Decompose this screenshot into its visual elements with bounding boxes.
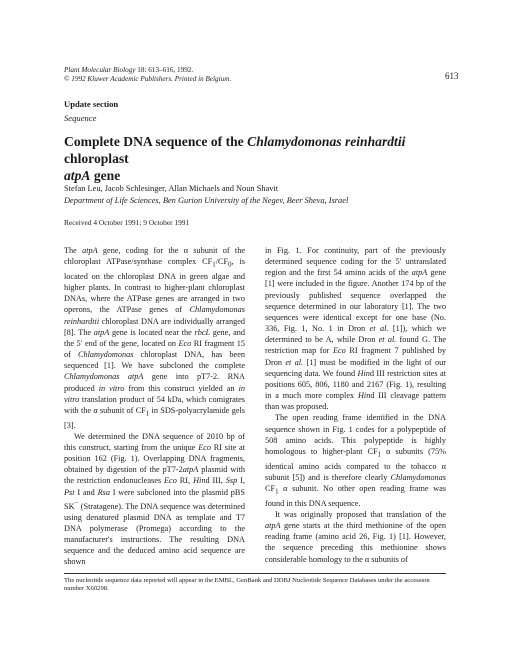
running-header [64, 66, 231, 84]
author-list: Stefan Leu, Jacob Schlesinger, Allan Michaels and Noun Shavit [64, 184, 279, 193]
paragraph: It was originally proposed that translation of the atpA gene starts at the third methionine of the open reading frame (amino acid 26, Fig. 1) [1]. However, the sequence preceding this methionine shows considerable homology to the α subunits of [265, 509, 446, 564]
title-part3: gene [90, 168, 121, 183]
paragraph: in Fig. 1. For continuity, part of the previously determined sequence coding for the 5′ untranslated region and the first 54 amino acids of the atpA gene [1] were included in the figure. Another 174 bp of the previously published sequence overlapped the sequence determined in our laboratory [1]. The two sequences were identical except for one base (No. 336, Fig. 1, No. 1 in Dron et al. [1]), which we determined to be A, while Dron et al. found G. The restriction map for Eco RI fragment 7 published by Dron et al. [1] must be modified in the light of our sequencing data. We found Hind III restriction sites at positions 605, 806, 1180 and 2167 (Fig. 1), resulting in a much more complex Hind III cleavage pattern than was proposed. [265, 246, 447, 412]
section-label: Update section [64, 99, 119, 109]
footnote-rule [64, 573, 446, 574]
copyright-line: © 1992 Kluwer Academic Publishers. Printed in Belgium. [64, 75, 232, 83]
journal-pages: 613–616, 1992. [148, 66, 194, 74]
title-part2: chloroplast [64, 151, 129, 166]
article-title [64, 133, 454, 184]
page-number: 613 [445, 71, 459, 81]
title-organism: Chlamydomonas reinhardtii [247, 134, 406, 149]
paragraph: The atpA gene, coding for the α subunit of the chloroplast ATPase/synthase complex $CF_1/CF_0$, is located on the chloroplast DNA in green algae and higher plants. In contrast to higher-plant chloroplast DNAs, where the ATPase genes are arranged in two operons, the ATPase genes of Chlamydomonas reinhardtii chloroplast DNA are individually arranged [8]. The atpA gene is located near the rbcL gene, and the 5′ end of the gene, located on Eco RI fragment 15 of Chlamydomonas chloroplast DNA, has been sequenced [1]. We have subcloned the complete Chlamydomonas atpA gene into pT7-2. RNA produced in vitro from this construct yielded an in vitro translation product of 54 kDa, which comigrates with the α subunit of $CF_1$ in SDS-polyacrylamide gels [3]. [64, 246, 246, 430]
journal-name: Plant Molecular Biology [64, 66, 136, 74]
received-date: Received 4 October 1991; 9 October 1991 [64, 218, 190, 227]
title-gene: atpA [64, 168, 91, 183]
affiliation: Department of Life Sciences, Ben Gurion University of the Negev, Beer Sheva, Israel [64, 196, 349, 205]
body-column-right [265, 245, 446, 565]
body-column-left [64, 245, 245, 567]
paragraph: The open reading frame identified in the DNA sequence shown in Fig. 1 codes for a polypeptide of 508 amino acids. This polypeptide is highly homologous to higher-plant $CF_1$ α subunits (75% identical amino acids compared to the tobacco α subunit [5]) and is therefore clearly Chlamydomonas $CF_1$ α subunit. No other open reading frame was found in this DNA sequence. [265, 413, 446, 508]
paragraph: We determined the DNA sequence of 2010 bp of this construct, starting from the unique Eco RI site at position 162 (Fig. 1). Overlapping DNA fragments, obtained by digestion of the pT7-2atpA plasmid with the restriction endonucleases Eco RI, Hind III, Ssp I, Pst I and Rsa I were subcloned into the plasmid pBS SK− (Stratagene). The DNA sequence was determined using denatured plasmid DNA as template and T7 DNA polymerase (Promega) according to the manufacturer's instructions. The resulting DNA sequence and the deduced amino acid sequence are shown [64, 431, 245, 567]
subsection-label: Sequence [64, 113, 97, 123]
footnote: The nucleotide sequence data reported will appear in the EMBL, GenBank and DDBJ Nucleotide Sequence Databases under the accession number X60298. [64, 577, 430, 593]
journal-volume: 18: [137, 66, 147, 74]
title-part1: Complete DNA sequence of the [64, 134, 248, 149]
